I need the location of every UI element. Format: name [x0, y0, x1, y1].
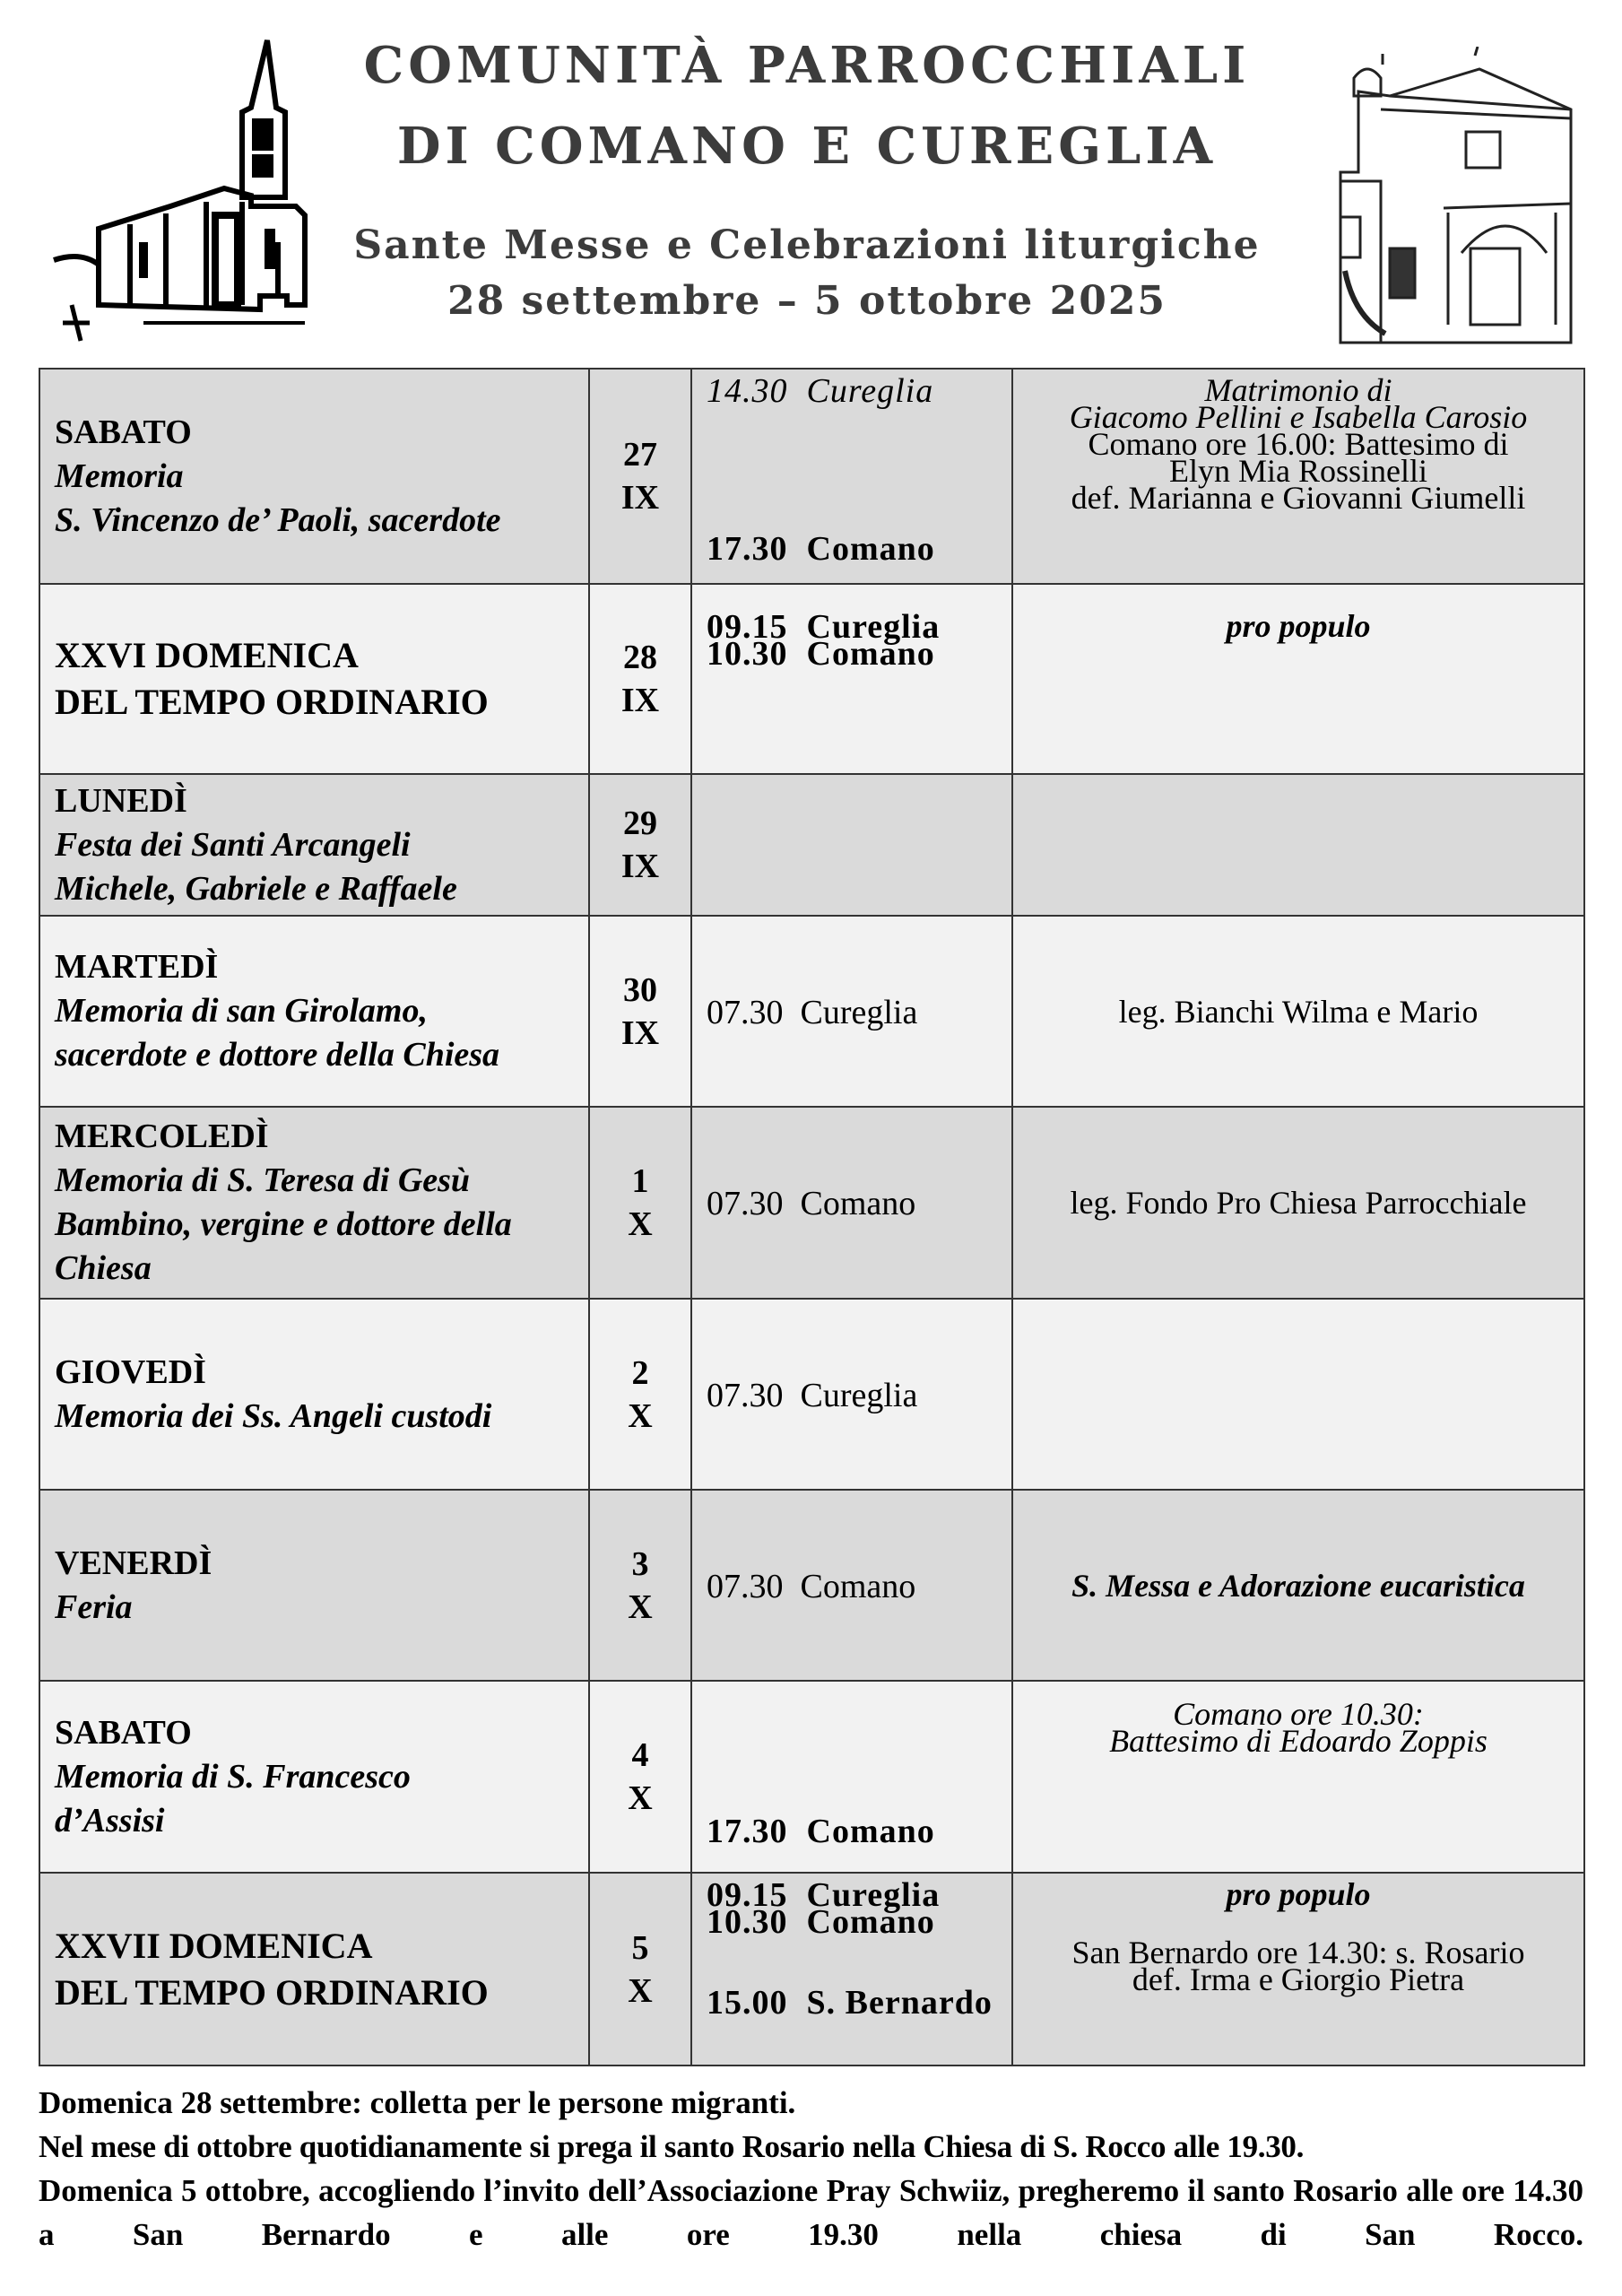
- date-month: X: [628, 1779, 653, 1817]
- announcement-october-rosary: Nel mese di ottobre quotidianamente si prega il santo Rosario nella Chiesa di S. Rocco alle 19.30.: [39, 2129, 1305, 2164]
- date-day: 1: [631, 1162, 649, 1200]
- schedule-row: [39, 1299, 1584, 1490]
- date-day: 3: [631, 1544, 649, 1583]
- date-month: X: [628, 1587, 653, 1626]
- announcements: [39, 2081, 1583, 2257]
- mass-intention: def. Marianna e Giovanni Giumelli: [1071, 480, 1526, 516]
- mass-times-cell: [691, 1107, 1012, 1299]
- day-name: SABATO: [55, 1713, 192, 1752]
- liturgical-day-cell: [39, 1107, 589, 1299]
- date-cell: [589, 916, 691, 1107]
- liturgical-memorial: Feria: [55, 1587, 133, 1626]
- mass-intention: pro populo: [1226, 608, 1371, 644]
- liturgical-day-cell: [39, 774, 589, 916]
- date-day: 5: [631, 1928, 649, 1967]
- intentions-cell: [1012, 916, 1584, 1107]
- liturgical-day-cell: [39, 1873, 589, 2066]
- date-cell: [589, 369, 691, 584]
- liturgical-day-cell: [39, 369, 589, 584]
- liturgical-memorial: sacerdote e dottore della Chiesa: [55, 1036, 500, 1074]
- mass-time: 07.30 Cureglia: [707, 1377, 918, 1414]
- liturgical-memorial: Memoria di S. Francesco: [55, 1757, 411, 1796]
- liturgical-memorial: Memoria dei Ss. Angeli custodi: [55, 1396, 492, 1435]
- intentions-cell: [1012, 1873, 1584, 2066]
- mass-intention: leg. Bianchi Wilma e Mario: [1118, 994, 1479, 1030]
- mass-times-cell: [691, 1490, 1012, 1681]
- intentions-cell: [1012, 1490, 1584, 1681]
- day-name-line2: DEL TEMPO ORDINARIO: [55, 1971, 489, 2013]
- schedule-row: [39, 1490, 1584, 1681]
- schedule-row: [39, 916, 1584, 1107]
- mass-time: 10.30 Comano: [707, 635, 935, 673]
- liturgical-memorial: Michele, Gabriele e Raffaele: [55, 869, 457, 908]
- mass-intention: Giacomo Pellini e Isabella Carosio: [1069, 399, 1528, 435]
- mass-time: 07.30 Cureglia: [707, 994, 918, 1031]
- liturgical-memorial: Festa dei Santi Arcangeli: [55, 825, 411, 864]
- schedule-row: [39, 1107, 1584, 1299]
- date-month: X: [628, 1971, 653, 2010]
- day-name: VENERDÌ: [55, 1544, 213, 1582]
- liturgical-day-cell: [39, 1681, 589, 1873]
- intentions-cell: [1012, 1299, 1584, 1490]
- comano-church-drawing: [36, 36, 341, 350]
- mass-time: 10.30 Comano: [707, 1903, 935, 1941]
- day-name: LUNEDÌ: [55, 781, 187, 820]
- mass-time: 09.15 Cureglia: [707, 608, 941, 646]
- mass-time: 17.30 Comano: [707, 530, 935, 568]
- schedule-row: [39, 369, 1584, 584]
- liturgical-memorial: Bambino, vergine e dottore della: [55, 1205, 512, 1243]
- mass-intention: Elyn Mia Rossinelli: [1169, 453, 1427, 489]
- mass-intention: def. Irma e Giorgio Pietra: [1132, 1961, 1465, 1997]
- mass-intention: S. Messa e Adorazione eucaristica: [1071, 1568, 1525, 1604]
- date-month: X: [628, 1205, 653, 1243]
- day-name: XXVII DOMENICA: [55, 1925, 373, 1966]
- mass-intention: Battesimo di Edoardo Zoppis: [1109, 1723, 1488, 1759]
- cureglia-church-drawing: [1336, 47, 1576, 352]
- day-name: SABATO: [55, 413, 192, 451]
- mass-time: 14.30 Cureglia: [707, 372, 934, 410]
- mass-intention: leg. Fondo Pro Chiesa Parrocchiale: [1070, 1185, 1527, 1221]
- parish-title-line1: COMUNITÀ PARROCCHIALI: [363, 36, 1251, 95]
- day-name: XXVI DOMENICA: [55, 635, 359, 675]
- liturgical-day-cell: [39, 1299, 589, 1490]
- intentions-cell: [1012, 584, 1584, 774]
- mass-time: 07.30 Comano: [707, 1568, 916, 1605]
- schedule-row: [39, 584, 1584, 774]
- mass-schedule-table: [39, 368, 1585, 2066]
- intentions-cell: [1012, 774, 1584, 916]
- date-month: IX: [620, 479, 660, 517]
- mass-times-cell: [691, 1873, 1012, 2066]
- mass-intention: Matrimonio di: [1204, 372, 1392, 408]
- liturgical-memorial: Memoria di S. Teresa di Gesù: [55, 1161, 471, 1199]
- intentions-cell: [1012, 1107, 1584, 1299]
- date-cell: [589, 1873, 691, 2066]
- date-day: 2: [631, 1353, 649, 1392]
- mass-times-cell: [691, 584, 1012, 774]
- date-cell: [589, 1681, 691, 1873]
- date-month: IX: [620, 848, 660, 885]
- schedule-row: [39, 774, 1584, 916]
- mass-times-cell: [691, 774, 1012, 916]
- parish-title-line2: DI COMANO E CUREGLIA: [396, 117, 1218, 176]
- mass-time: 17.30 Comano: [707, 1813, 935, 1850]
- liturgical-day-cell: [39, 1490, 589, 1681]
- date-cell: [589, 1299, 691, 1490]
- liturgical-memorial: Memoria: [55, 457, 184, 495]
- date-day: 29: [623, 804, 657, 842]
- mass-intention: pro populo: [1226, 1876, 1371, 1912]
- mass-times-cell: [691, 1681, 1012, 1873]
- intentions-cell: [1012, 369, 1584, 584]
- day-name: GIOVEDÌ: [55, 1352, 206, 1391]
- liturgical-memorial: Chiesa: [55, 1249, 152, 1287]
- liturgical-memorial: S. Vincenzo de’ Paoli, sacerdote: [55, 500, 501, 539]
- mass-intention: Comano ore 16.00: Battesimo di: [1088, 426, 1509, 462]
- liturgical-day-cell: [39, 584, 589, 774]
- date-day: 28: [623, 639, 657, 676]
- mass-intention: San Bernardo ore 14.30: s. Rosario: [1071, 1935, 1525, 1970]
- mass-time: 09.15 Cureglia: [707, 1876, 941, 1914]
- schedule-row: [39, 1873, 1584, 2066]
- schedule-subtitle: Sante Messe e Celebrazioni liturgiche: [353, 222, 1261, 268]
- date-month: IX: [620, 682, 660, 719]
- mass-time: 15.00 S. Bernardo: [707, 1984, 993, 2022]
- date-cell: [589, 1107, 691, 1299]
- liturgical-memorial: Memoria di san Girolamo,: [55, 992, 428, 1030]
- day-name-line2: DEL TEMPO ORDINARIO: [55, 682, 489, 722]
- date-day: 27: [623, 436, 657, 474]
- date-range: 28 settembre – 5 ottobre 2025: [447, 278, 1167, 324]
- day-name: MERCOLEDÌ: [55, 1118, 269, 1155]
- announcement-pray-schwiiz: Domenica 5 ottobre, accogliendo l’invito dell’Associazione Pray Schwiiz, pregheremo il santo Rosario alle ore 14.30 a San Bernardo e alle ore 19.30 nella chiesa di San Rocco.: [39, 2173, 1583, 2252]
- mass-times-cell: [691, 1299, 1012, 1490]
- liturgical-memorial: d’Assisi: [55, 1801, 165, 1839]
- mass-time: 07.30 Comano: [707, 1185, 916, 1222]
- date-month: IX: [620, 1013, 660, 1052]
- date-cell: [589, 1490, 691, 1681]
- schedule-row: [39, 1681, 1584, 1873]
- mass-times-cell: [691, 916, 1012, 1107]
- date-cell: [589, 774, 691, 916]
- day-name: MARTEDÌ: [55, 948, 219, 986]
- liturgical-day-cell: [39, 916, 589, 1107]
- mass-intention: Comano ore 10.30:: [1173, 1696, 1424, 1732]
- date-cell: [589, 584, 691, 774]
- date-day: 4: [631, 1736, 649, 1774]
- announcement-collection: Domenica 28 settembre: colletta per le persone migranti.: [39, 2085, 796, 2120]
- date-day: 30: [623, 970, 657, 1009]
- mass-times-cell: [691, 369, 1012, 584]
- intentions-cell: [1012, 1681, 1584, 1873]
- date-month: X: [628, 1396, 653, 1435]
